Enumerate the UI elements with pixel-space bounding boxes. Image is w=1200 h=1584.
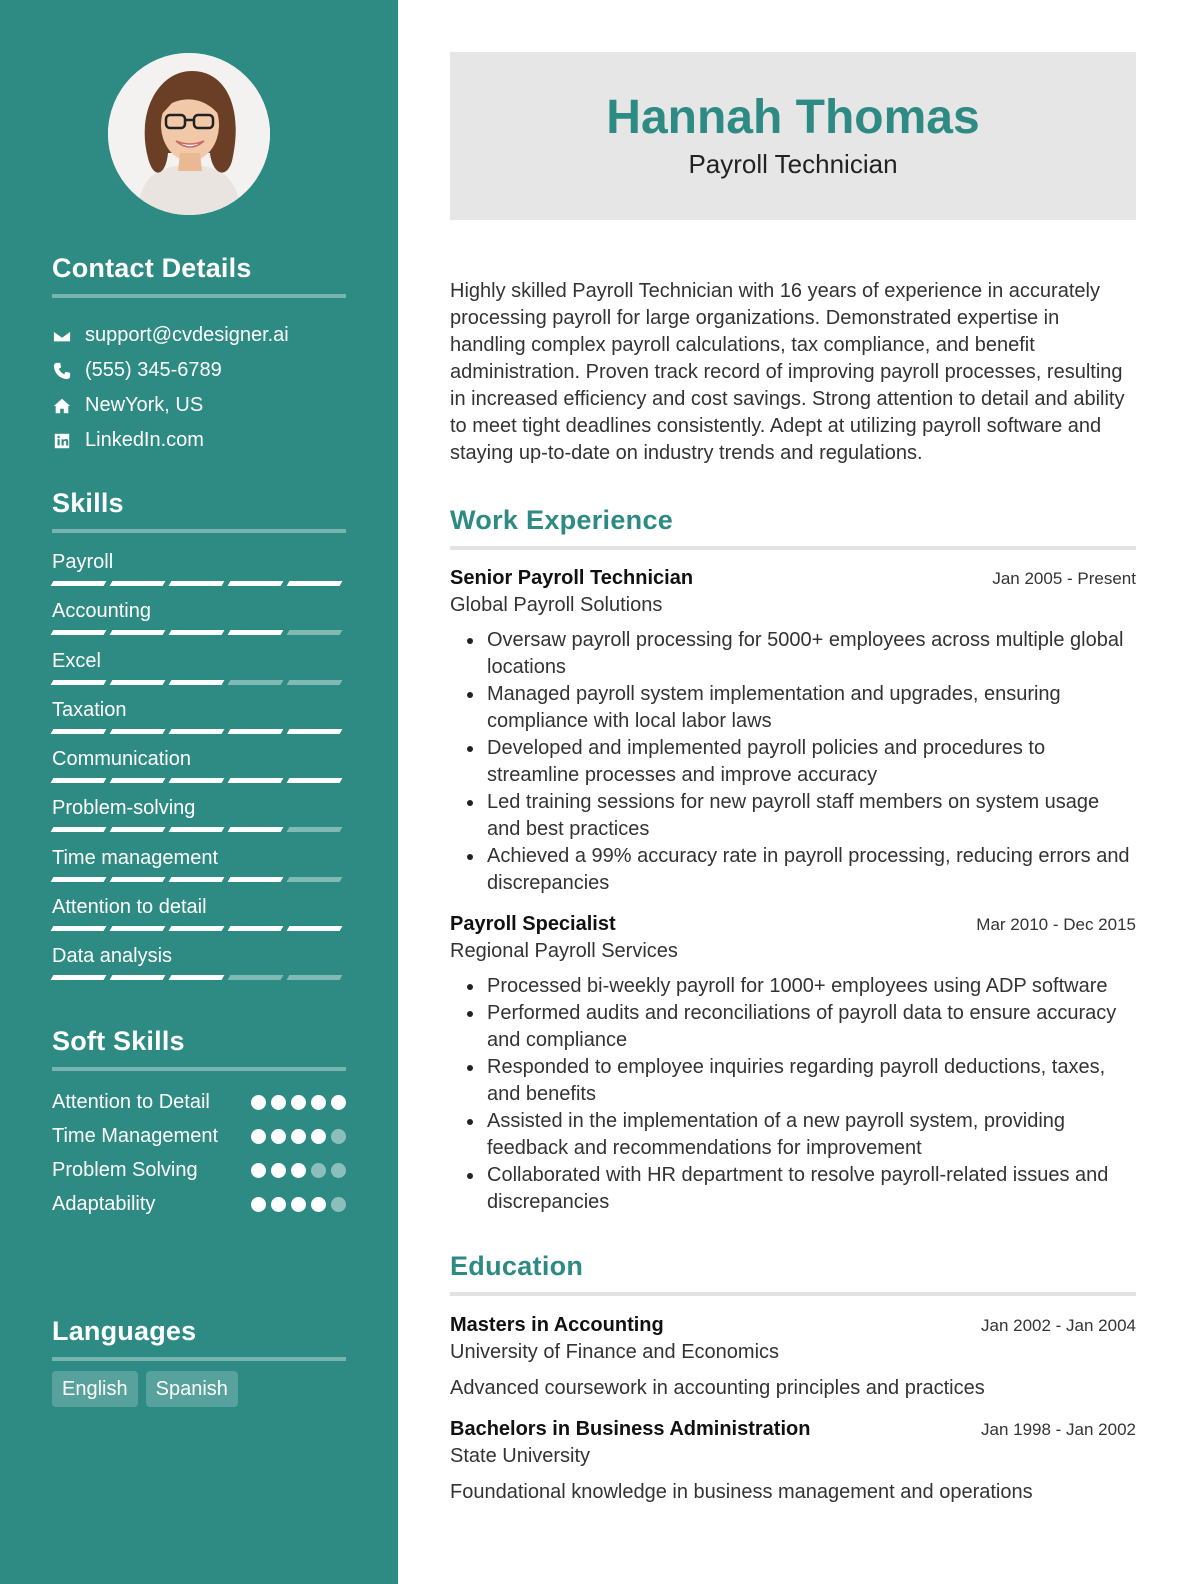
phone-icon <box>52 361 72 381</box>
degree-title: Bachelors in Business Administration <box>450 1418 811 1440</box>
job-bullet: Led training sessions for new payroll staff members on system usage and best practices <box>464 789 1136 843</box>
education-entry <box>450 1416 1136 1506</box>
skill-level-segment <box>110 630 166 635</box>
rating-dot <box>251 1129 266 1144</box>
skill-level-bar <box>52 630 346 635</box>
skill-level-segment <box>228 827 284 832</box>
language-tag: English <box>52 1371 138 1407</box>
soft-skill-item <box>52 1089 346 1116</box>
rating-dot <box>251 1163 266 1178</box>
job-bullet: Achieved a 99% accuracy rate in payroll processing, reducing errors and discrepancies <box>464 843 1136 897</box>
job-bullet: Assisted in the implementation of a new payroll system, providing feedback and recommendations for improvement <box>464 1108 1136 1162</box>
soft-skill-item <box>52 1157 346 1184</box>
soft-skill-rating <box>251 1191 346 1212</box>
job-bullet: Managed payroll system implementation and upgrades, ensuring compliance with local labor laws <box>464 681 1136 735</box>
soft-skill-rating <box>251 1123 346 1144</box>
skill-level-segment <box>169 630 225 635</box>
contact-phone[interactable] <box>52 353 346 388</box>
skill-label: Problem-solving <box>52 797 196 820</box>
section-divider <box>52 1357 346 1361</box>
profile-summary: Highly skilled Payroll Technician with 16 years of experience in accurately processing payroll for large organizations. Demonstrated expertise in handling complex payroll calculations, tax compliance, and benefit administration. Proven track record of improving payroll processes, resulting in increased efficiency and cost savings. Strong attention to detail and ability to meet tight deadlines consistently. Adept at utilizing payroll software and staying up-to-date on industry trends and regulations. <box>450 280 1125 464</box>
school-name: State University <box>450 1445 591 1467</box>
contact-email-text: support@cvdesigner.ai <box>85 324 289 346</box>
skill-level-segment <box>287 975 343 980</box>
contact-linkedin[interactable] <box>52 423 346 458</box>
skill-item <box>52 843 346 892</box>
job-company: Regional Payroll Services <box>450 940 678 962</box>
skill-level-segment <box>228 926 284 931</box>
skills-list <box>52 547 346 991</box>
profile-photo <box>108 53 270 215</box>
soft-skills-section <box>52 1026 346 1218</box>
soft-skill-item <box>52 1191 346 1218</box>
skill-level-bar <box>52 877 346 882</box>
skill-level-segment <box>51 729 107 734</box>
linkedin-icon <box>52 431 72 451</box>
contact-section <box>52 253 346 458</box>
skill-level-segment <box>228 680 284 685</box>
work-experience-section <box>450 505 1136 550</box>
rating-dot <box>271 1129 286 1144</box>
rating-dot <box>291 1095 306 1110</box>
skill-level-bar <box>52 778 346 783</box>
name-header <box>450 52 1136 220</box>
skill-level-segment <box>287 630 343 635</box>
skill-level-segment <box>110 877 166 882</box>
languages-section <box>52 1316 346 1407</box>
skill-level-segment <box>169 877 225 882</box>
rating-dot <box>311 1095 326 1110</box>
skill-label: Taxation <box>52 698 127 721</box>
education-description: Advanced coursework in accounting principles and practices <box>450 1377 985 1399</box>
language-tags <box>52 1371 346 1407</box>
job-bullet: Responded to employee inquiries regarding payroll deductions, taxes, and benefits <box>464 1054 1136 1108</box>
education-entry <box>450 1312 1136 1402</box>
soft-skill-label: Attention to Detail <box>52 1091 210 1113</box>
skill-level-segment <box>287 729 343 734</box>
job-bullets <box>450 973 1136 1216</box>
skill-level-segment <box>287 926 343 931</box>
skill-level-bar <box>52 975 346 980</box>
skill-level-segment <box>51 630 107 635</box>
skill-level-segment <box>169 729 225 734</box>
section-divider <box>52 294 346 298</box>
skill-item <box>52 793 346 842</box>
candidate-name: Hannah Thomas <box>606 91 980 144</box>
skill-level-segment <box>110 729 166 734</box>
skill-level-segment <box>110 680 166 685</box>
skill-level-segment <box>228 877 284 882</box>
rating-dot <box>331 1129 346 1144</box>
contact-heading: Contact Details <box>52 253 252 283</box>
skill-level-segment <box>287 680 343 685</box>
skill-item <box>52 941 346 990</box>
school-name: University of Finance and Economics <box>450 1341 780 1363</box>
job-date: Mar 2010 - Dec 2015 <box>976 915 1136 934</box>
soft-skill-rating <box>251 1089 346 1110</box>
contact-email[interactable] <box>52 318 346 353</box>
rating-dot <box>271 1095 286 1110</box>
job-title: Payroll Technician <box>688 149 898 179</box>
skill-item <box>52 744 346 793</box>
section-divider <box>52 1067 346 1071</box>
skill-label: Excel <box>52 649 101 672</box>
skill-label: Communication <box>52 748 191 771</box>
skill-label: Accounting <box>52 600 151 623</box>
soft-skill-label: Problem Solving <box>52 1159 198 1181</box>
skill-level-bar <box>52 827 346 832</box>
rating-dot <box>311 1197 326 1212</box>
contact-list <box>52 318 346 458</box>
skill-level-segment <box>110 926 166 931</box>
skill-level-segment <box>110 827 166 832</box>
home-icon <box>52 396 72 416</box>
education-description: Foundational knowledge in business management and operations <box>450 1481 1033 1503</box>
skill-item <box>52 695 346 744</box>
rating-dot <box>291 1129 306 1144</box>
soft-skill-item <box>52 1123 346 1150</box>
soft-skills-list <box>52 1089 346 1218</box>
skill-level-segment <box>287 827 343 832</box>
section-divider <box>52 529 346 533</box>
skill-level-segment <box>287 877 343 882</box>
skill-level-segment <box>228 729 284 734</box>
rating-dot <box>271 1197 286 1212</box>
contact-location <box>52 388 346 423</box>
skill-level-segment <box>51 877 107 882</box>
skill-level-segment <box>228 778 284 783</box>
education-heading: Education <box>450 1251 584 1281</box>
job-title-text: Payroll Specialist <box>450 913 616 935</box>
skill-level-segment <box>169 926 225 931</box>
rating-dot <box>271 1163 286 1178</box>
work-experience-heading: Work Experience <box>450 505 674 535</box>
soft-skill-label: Adaptability <box>52 1193 156 1215</box>
skill-item <box>52 596 346 645</box>
skill-level-segment <box>169 581 225 586</box>
job-bullet: Oversaw payroll processing for 5000+ employees across multiple global locations <box>464 627 1136 681</box>
job-company: Global Payroll Solutions <box>450 594 663 616</box>
profile-portrait-image <box>108 53 270 215</box>
skills-section <box>52 488 346 991</box>
skill-level-segment <box>287 778 343 783</box>
rating-dot <box>331 1197 346 1212</box>
job-bullets <box>450 627 1136 897</box>
skill-level-segment <box>228 975 284 980</box>
contact-phone-text: (555) 345-6789 <box>85 359 222 381</box>
skill-level-segment <box>169 827 225 832</box>
job-bullet: Processed bi-weekly payroll for 1000+ employees using ADP software <box>464 973 1136 1000</box>
education-date: Jan 1998 - Jan 2002 <box>980 1420 1136 1439</box>
skill-label: Payroll <box>52 551 114 573</box>
contact-location-text: NewYork, US <box>85 394 204 416</box>
section-divider <box>450 1292 1136 1296</box>
skill-label: Time management <box>52 846 218 869</box>
job-bullet: Developed and implemented payroll policies and procedures to streamline processes and improve accuracy <box>464 735 1136 789</box>
skill-level-bar <box>52 926 346 931</box>
skill-level-segment <box>169 778 225 783</box>
education-section <box>450 1251 1136 1296</box>
skill-item <box>52 892 346 941</box>
skill-level-segment <box>110 778 166 783</box>
rating-dot <box>311 1163 326 1178</box>
rating-dot <box>291 1197 306 1212</box>
skill-level-bar <box>52 581 346 586</box>
skill-level-segment <box>51 975 107 980</box>
job-entry <box>450 911 1136 1216</box>
language-tag: Spanish <box>146 1371 238 1407</box>
contact-linkedin-text: LinkedIn.com <box>85 429 204 451</box>
skill-level-segment <box>110 975 166 980</box>
skill-level-segment <box>228 630 284 635</box>
skill-item <box>52 547 346 596</box>
skill-level-segment <box>228 581 284 586</box>
skill-label: Data analysis <box>52 945 173 968</box>
skill-level-bar <box>52 729 346 734</box>
rating-dot <box>291 1163 306 1178</box>
skill-level-segment <box>51 827 107 832</box>
languages-heading: Languages <box>52 1316 197 1346</box>
skill-item <box>52 646 346 695</box>
rating-dot <box>331 1095 346 1110</box>
job-bullet: Collaborated with HR department to resolve payroll-related issues and discrepancies <box>464 1162 1136 1216</box>
skill-level-segment <box>169 680 225 685</box>
soft-skill-rating <box>251 1157 346 1178</box>
skills-heading: Skills <box>52 488 124 518</box>
soft-skill-label: Time Management <box>52 1125 218 1147</box>
education-date: Jan 2002 - Jan 2004 <box>980 1316 1136 1335</box>
section-divider <box>450 546 1136 550</box>
job-date: Jan 2005 - Present <box>992 569 1136 588</box>
skill-level-segment <box>110 581 166 586</box>
rating-dot <box>331 1163 346 1178</box>
skill-level-segment <box>51 680 107 685</box>
skill-level-segment <box>287 581 343 586</box>
degree-title: Masters in Accounting <box>450 1314 664 1336</box>
rating-dot <box>251 1095 266 1110</box>
soft-skills-heading: Soft Skills <box>52 1026 185 1056</box>
job-entry <box>450 565 1136 897</box>
skill-label: Attention to detail <box>52 896 207 919</box>
skill-level-segment <box>169 975 225 980</box>
rating-dot <box>251 1197 266 1212</box>
sidebar <box>0 0 398 1584</box>
envelope-icon <box>52 326 72 346</box>
skill-level-bar <box>52 680 346 685</box>
skill-level-segment <box>51 926 107 931</box>
job-bullet: Performed audits and reconciliations of payroll data to ensure accuracy and compliance <box>464 1000 1136 1054</box>
rating-dot <box>311 1129 326 1144</box>
job-title-text: Senior Payroll Technician <box>450 567 694 589</box>
skill-level-segment <box>51 778 107 783</box>
skill-level-segment <box>51 581 107 586</box>
